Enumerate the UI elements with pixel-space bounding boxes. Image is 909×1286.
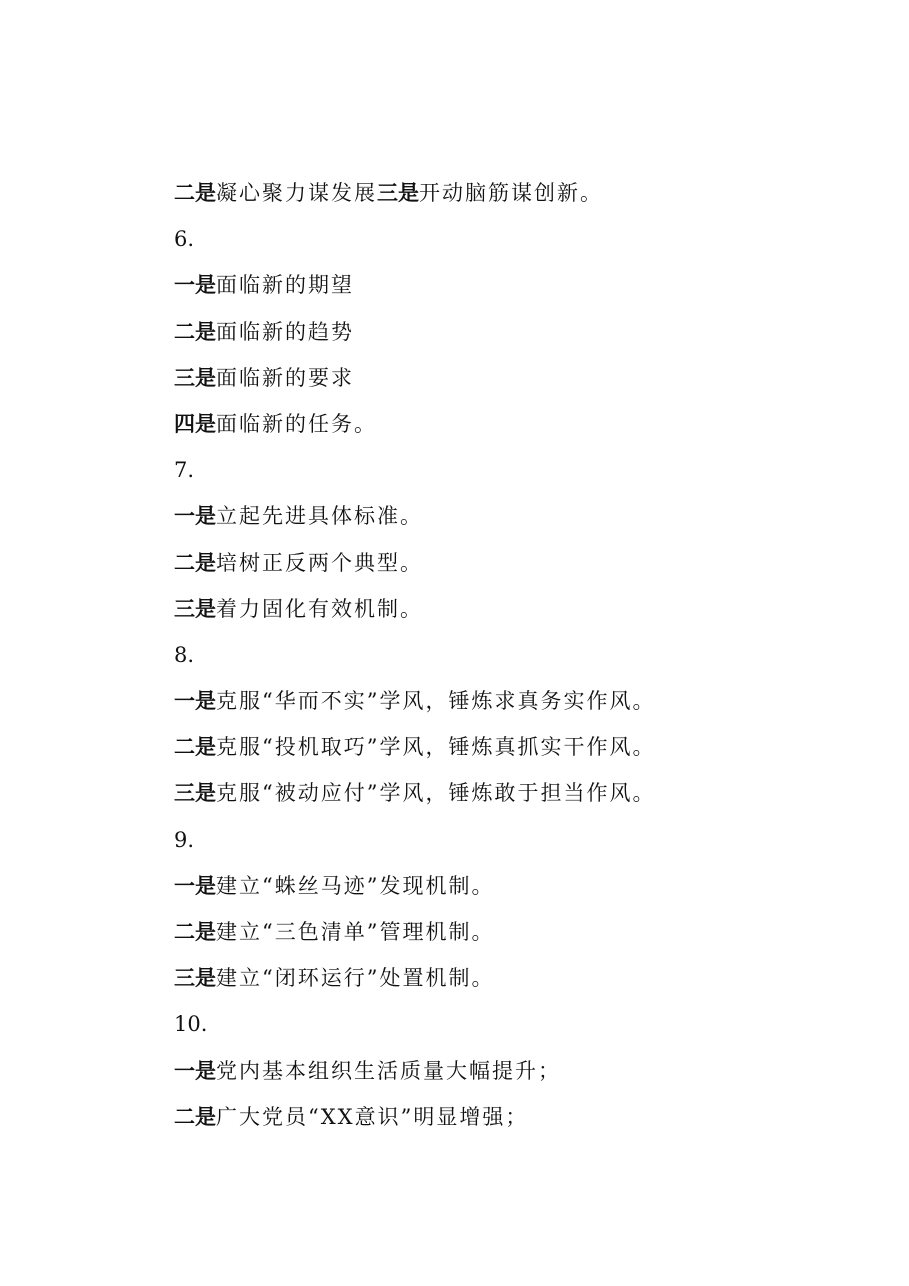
ordinal-label: 一是 <box>174 504 216 529</box>
ordinal-label: 二是 <box>174 920 216 944</box>
paragraph-line <box>174 262 874 308</box>
paragraph-line <box>174 955 874 1001</box>
paragraph-line <box>174 678 874 724</box>
paragraph-line <box>174 909 874 955</box>
paragraph-line <box>174 401 874 447</box>
ordinal-label: 三是 <box>174 365 216 390</box>
paragraph-text: 广大党员“XX意识”明显增强； <box>216 1104 529 1129</box>
paragraph-text: 面临新的要求 <box>216 365 354 390</box>
ordinal-label: 三是 <box>174 966 216 991</box>
section-number: 6. <box>174 227 195 252</box>
section-number: 7. <box>174 458 195 483</box>
paragraph-text: 面临新的趋势 <box>216 319 354 344</box>
ordinal-label: 二是 <box>174 319 216 344</box>
document-body <box>174 170 874 1140</box>
ordinal-label: 三是 <box>174 781 216 806</box>
paragraph-line <box>174 1048 874 1094</box>
paragraph-line <box>174 724 874 770</box>
paragraph-line <box>174 863 874 909</box>
ordinal-label: 一是 <box>174 689 216 714</box>
paragraph-text: 建立“三色清单”管理机制。 <box>216 920 495 944</box>
ordinal-label: 一是 <box>174 1058 216 1083</box>
paragraph-line <box>174 770 874 816</box>
paragraph-line <box>174 1094 874 1140</box>
paragraph-text: 凝心聚力谋发展 <box>216 181 377 205</box>
paragraph-text: 立起先进具体标准。 <box>216 504 423 529</box>
ordinal-label: 一是 <box>174 873 216 898</box>
paragraph-line <box>174 493 874 539</box>
ordinal-label: 二是 <box>174 735 216 760</box>
ordinal-label: 二是 <box>174 1104 216 1129</box>
section-number: 10. <box>174 1012 208 1037</box>
ordinal-label: 三是 <box>174 596 216 621</box>
paragraph-line <box>174 170 874 216</box>
ordinal-label: 三是 <box>377 181 419 205</box>
paragraph-text: 建立“蛛丝马迹”发现机制。 <box>216 873 495 898</box>
section-number: 8. <box>174 642 195 667</box>
ordinal-label: 一是 <box>174 273 216 298</box>
paragraph-text: 面临新的期望 <box>216 273 354 298</box>
paragraph-text: 克服“投机取巧”学风，锤炼真抓实干作风。 <box>216 735 656 760</box>
ordinal-label: 四是 <box>174 411 216 436</box>
ordinal-label: 二是 <box>174 181 216 205</box>
paragraph-text: 着力固化有效机制。 <box>216 596 423 621</box>
paragraph-line <box>174 309 874 355</box>
paragraph-line <box>174 586 874 632</box>
ordinal-label: 二是 <box>174 550 216 575</box>
paragraph-text: 面临新的任务。 <box>216 411 377 436</box>
paragraph-text: 建立“闭环运行”处置机制。 <box>216 966 495 991</box>
paragraph-text: 党内基本组织生活质量大幅提升； <box>216 1058 561 1083</box>
paragraph-text: 培树正反两个典型。 <box>216 550 423 575</box>
paragraph-line <box>174 540 874 586</box>
paragraph-text: 克服“华而不实”学风，锤炼求真务实作风。 <box>216 689 656 714</box>
paragraph-line <box>174 355 874 401</box>
section-number: 9. <box>174 827 195 852</box>
paragraph-text: 克服“被动应付”学风，锤炼敢于担当作风。 <box>216 781 656 806</box>
paragraph-text: 开动脑筋谋创新。 <box>419 181 603 205</box>
